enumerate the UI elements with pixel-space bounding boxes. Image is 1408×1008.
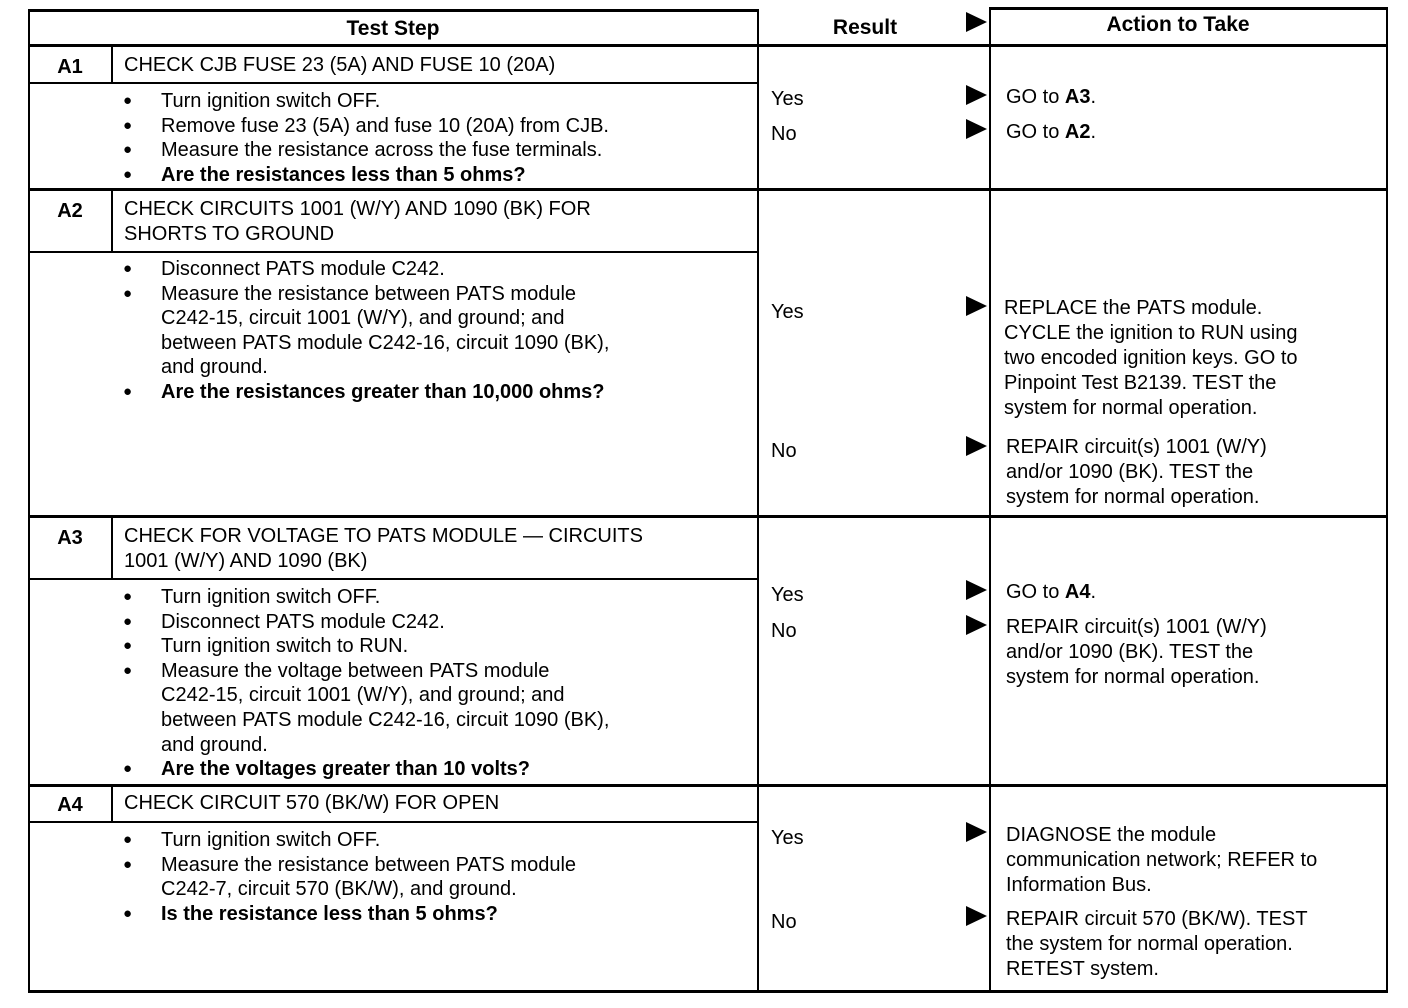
table-top-border-right <box>990 7 1388 10</box>
instruction-item: ● Disconnect PATS module C242. <box>123 257 743 282</box>
header-bottom-rule <box>28 44 1388 47</box>
step-question: ● Are the voltages greater than 10 volts? <box>123 757 743 782</box>
result-column-divider <box>757 9 759 993</box>
result-arrow-icon <box>966 822 987 842</box>
action-text: GO to A3. <box>1006 86 1097 108</box>
step-id: A1 <box>57 56 83 78</box>
step-title-rule <box>28 821 758 823</box>
result-yes: Yes <box>771 88 804 110</box>
step-reference: A4 <box>1064 581 1091 603</box>
step-id-divider <box>111 787 113 822</box>
table-right-border <box>1386 7 1388 993</box>
step-instructions <box>123 257 743 405</box>
step-title-rule <box>28 82 758 84</box>
step-reference: A2 <box>1064 121 1091 143</box>
step-title: CHECK CIRCUITS 1001 (W/Y) AND 1090 (BK) FOR SHORTS TO GROUND <box>124 198 591 245</box>
step-question: ● Are the resistances greater than 10,000 ohms? <box>123 380 743 405</box>
result-arrow-icon <box>966 436 987 456</box>
header-action: Action to Take <box>1106 13 1250 36</box>
step-title-rule <box>28 251 758 253</box>
step-id: A2 <box>57 200 83 222</box>
result-no: No <box>771 620 797 642</box>
table-top-border <box>28 9 758 12</box>
action-column-divider <box>989 7 991 993</box>
result-no: No <box>771 123 797 145</box>
table-bottom-border <box>28 990 1388 993</box>
result-no: No <box>771 911 797 933</box>
instruction-item: ● Turn ignition switch to RUN. <box>123 634 743 659</box>
instruction-item: ● Measure the voltage between PATS module C242-15, circuit 1001 (W/Y), and ground; and between PATS module C242-16, circuit 1090 (BK), and ground. <box>123 659 743 757</box>
step-title: CHECK CJB FUSE 23 (5A) AND FUSE 10 (20A) <box>124 54 556 76</box>
step-title: CHECK FOR VOLTAGE TO PATS MODULE — CIRCUITS 1001 (W/Y) AND 1090 (BK) <box>124 525 643 572</box>
step-instructions <box>123 828 743 926</box>
step-instructions <box>123 89 743 187</box>
step-id: A3 <box>57 527 83 549</box>
instruction-item: ● Disconnect PATS module C242. <box>123 610 743 635</box>
step-title: CHECK CIRCUIT 570 (BK/W) FOR OPEN <box>124 792 500 814</box>
instruction-item: ● Turn ignition switch OFF. <box>123 585 743 610</box>
step-question: ● Are the resistances less than 5 ohms? <box>123 163 743 188</box>
instruction-item: ● Turn ignition switch OFF. <box>123 828 743 853</box>
step-id: A4 <box>57 794 83 816</box>
row-separator <box>28 784 1388 787</box>
action-text: REPAIR circuit(s) 1001 (W/Y) and/or 1090 (BK). TEST the system for normal operation. <box>1006 436 1267 508</box>
result-arrow-icon <box>966 119 987 139</box>
table-left-border <box>28 9 30 993</box>
step-id-divider <box>111 47 113 83</box>
result-yes: Yes <box>771 584 804 606</box>
row-separator <box>28 515 1388 518</box>
result-arrow-icon <box>966 85 987 105</box>
step-title-rule <box>28 578 758 580</box>
header-test-step: Test Step <box>346 17 440 40</box>
action-text: GO to A2. <box>1006 121 1097 143</box>
step-reference: A3 <box>1064 86 1091 108</box>
result-no: No <box>771 440 797 462</box>
step-id-divider <box>111 518 113 579</box>
result-arrow-icon <box>966 296 987 316</box>
instruction-item: ● Measure the resistance between PATS module C242-7, circuit 570 (BK/W), and ground. <box>123 853 743 902</box>
result-arrow-icon <box>966 615 987 635</box>
step-instructions <box>123 585 743 782</box>
action-text: DIAGNOSE the module communication network; REFER to Information Bus. <box>1006 824 1318 896</box>
step-question: ● Is the resistance less than 5 ohms? <box>123 902 743 927</box>
action-text: REPAIR circuit(s) 1001 (W/Y) and/or 1090 (BK). TEST the system for normal operation. <box>1006 616 1267 688</box>
result-yes: Yes <box>771 301 804 323</box>
instruction-item: ● Remove fuse 23 (5A) and fuse 10 (20A) from CJB. <box>123 114 743 139</box>
result-arrow-icon <box>966 906 987 926</box>
header-arrow-icon <box>966 12 987 32</box>
row-separator <box>28 188 1388 191</box>
action-text: GO to A4. <box>1006 581 1097 603</box>
instruction-item: ● Turn ignition switch OFF. <box>123 89 743 114</box>
action-text: REPLACE the PATS module. CYCLE the ignition to RUN using two encoded ignition keys. GO to Pinpoint Test B2139. TEST the system for normal operation. <box>1004 297 1298 419</box>
result-yes: Yes <box>771 827 804 849</box>
instruction-item: ● Measure the resistance between PATS module C242-15, circuit 1001 (W/Y), and ground; and between PATS module C242-16, circuit 1090 (BK), and ground. <box>123 282 743 380</box>
action-text: REPAIR circuit 570 (BK/W). TEST the system for normal operation. RETEST system. <box>1006 908 1308 980</box>
step-id-divider <box>111 191 113 252</box>
header-result: Result <box>832 16 898 39</box>
result-arrow-icon <box>966 580 987 600</box>
instruction-item: ● Measure the resistance across the fuse terminals. <box>123 138 743 163</box>
